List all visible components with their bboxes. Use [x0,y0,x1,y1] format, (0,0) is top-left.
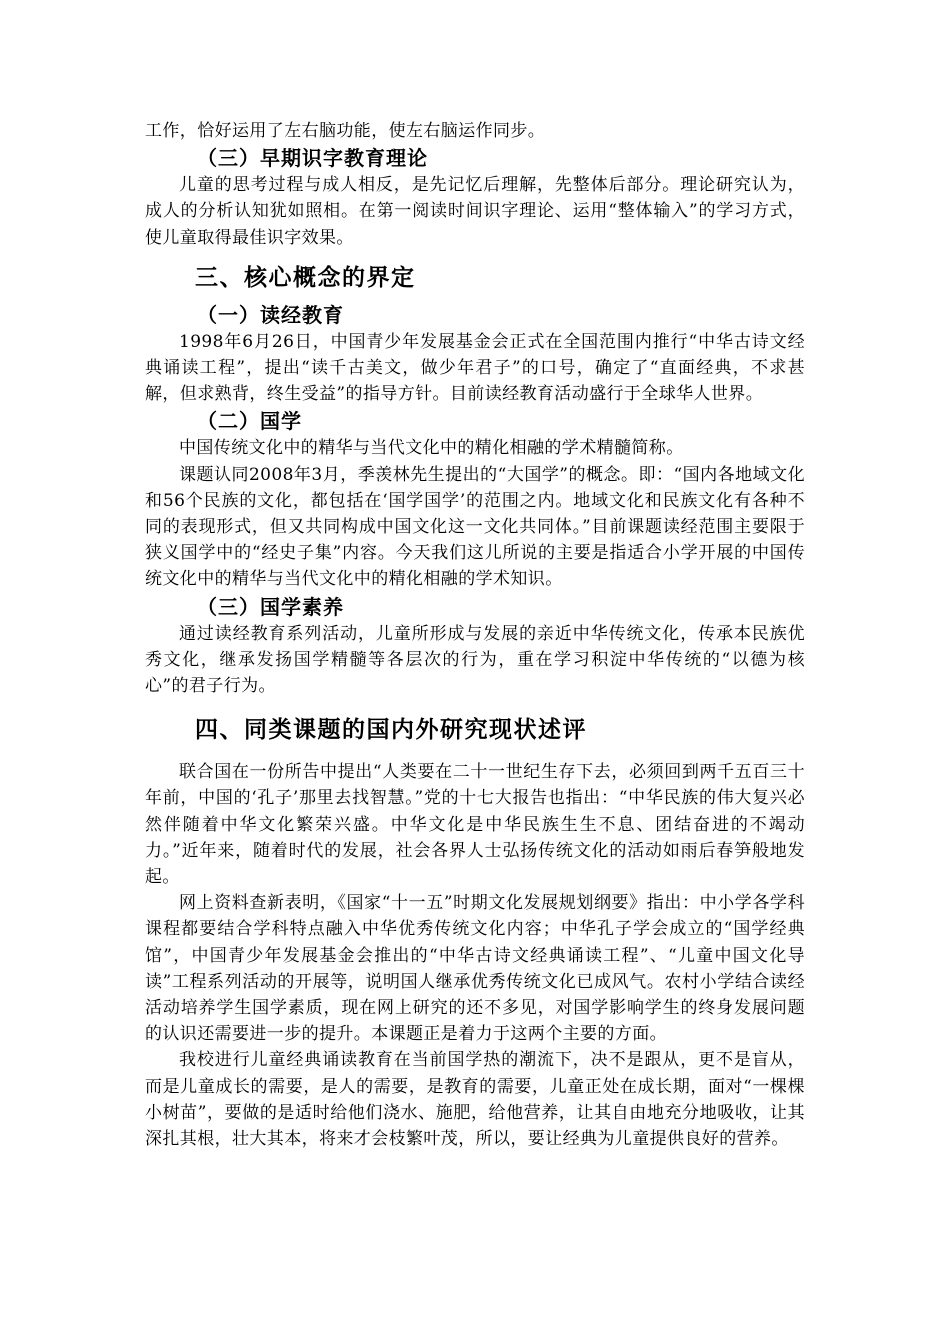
guoxue-paragraph-1: 中国传统文化中的精华与当代文化中的精化相融的学术精髓简称。 [179,438,684,459]
section4-paragraph-3: 我校进行儿童经典诵读教育在当前国学热的潮流下，决不是跟从，更不是盲从，而是儿童成长的需要，是人的需要，是教育的需要，儿童正处在成长期，面对“一棵棵小树苗”，要做的是适时给他们浇水、施肥，给他营养，让其自由地充分地吸收，让其深扎其根，壮大其本，将来才会枝繁叶茂，所以，要让经典为儿童提供良好的营养。 [145,1050,805,1150]
early-literacy-paragraph: 儿童的思考过程与成人相反，是先记忆后理解，先整体后部分。理论研究认为，成人的分析认知犹如照相。在第一阅读时间识字理论、运用“整体输入”的学习方式，使儿童取得最佳识字效果。 [145,175,805,248]
guoxue-literacy-heading: （三）国学素养 [197,594,344,619]
guoxue-heading: （二）国学 [197,409,302,434]
document-page [145,118,805,1152]
section4-heading: 四、同类课题的国内外研究现状述评 [195,717,587,744]
reading-classics-paragraph: 1998年6月26日，中国青少年发展基金会正式在全国范围内推行“中华古诗文经典诵读工程”，提出“读千古美文，做少年君子”的口号，确定了“直面经典，不求甚解，但求熟背，终生受益”的指导方针。目前读经教育活动盛行于全球华人世界。 [145,331,805,405]
section4-paragraph-1: 联合国在一份所告中提出“人类要在二十一世纪生存下去，必须回到两千五百三十年前，中国的‘孔子’那里去找智慧。”党的十七大报告也指出：“中华民族的伟大复兴必然伴随着中华文化繁荣兴盛。中华文化是中华民族生生不息、团结奋进的不竭动力。”近年来，随着时代的发展，社会各界人士弘扬传统文化的活动如雨后春笋般地发起。 [145,762,805,888]
intro-tail-paragraph: 工作，恰好运用了左右脑功能，使左右脑运作同步。 [145,121,546,141]
section3-heading: 三、核心概念的界定 [195,264,416,291]
guoxue-paragraph-2: 课题认同2008年3月，季羡林先生提出的“大国学”的概念。即：“国内各地域文化和56个民族的文化，都包括在‘国学国学’的范围之内。地域文化和民族文化有各种不同的表现形式，但又共同构成中国文化这一文化共同体。”目前课题读经范围主要限于狭义国学中的“经史子集”内容。今天我们这儿所说的主要是指适合小学开展的中国传统文化中的精华与当代文化中的精化相融的学术知识。 [145,464,805,590]
reading-classics-heading: （一）读经教育 [197,302,344,327]
guoxue-literacy-paragraph: 通过读经教育系列活动，儿童所形成与发展的亲近中华传统文化，传承本民族优秀文化，继承发扬国学精髓等各层次的行为，重在学习积淀中华传统的“以德为核心”的君子行为。 [145,623,805,697]
early-literacy-heading: （三）早期识字教育理论 [197,146,428,171]
section4-paragraph-2: 网上资料查新表明，《国家“十一五”时期文化发展规划纲要》指出：中小学各学科课程都要结合学科特点融入中华优秀传统文化内容；中华孔子学会成立的“国学经典馆”，中国青少年发展基金会推出的“中华古诗文经典诵读工程”、“儿童中国文化导读”工程系列活动的开展等，说明国人继承优秀传统文化已成风气。农村小学结合读经活动培养学生国学素质，现在网上研究的还不多见，对国学影响学生的终身发展问题的认识还需要进一步的提升。本课题正是着力于这两个主要的方面。 [145,893,805,1045]
section4 [145,713,805,1152]
